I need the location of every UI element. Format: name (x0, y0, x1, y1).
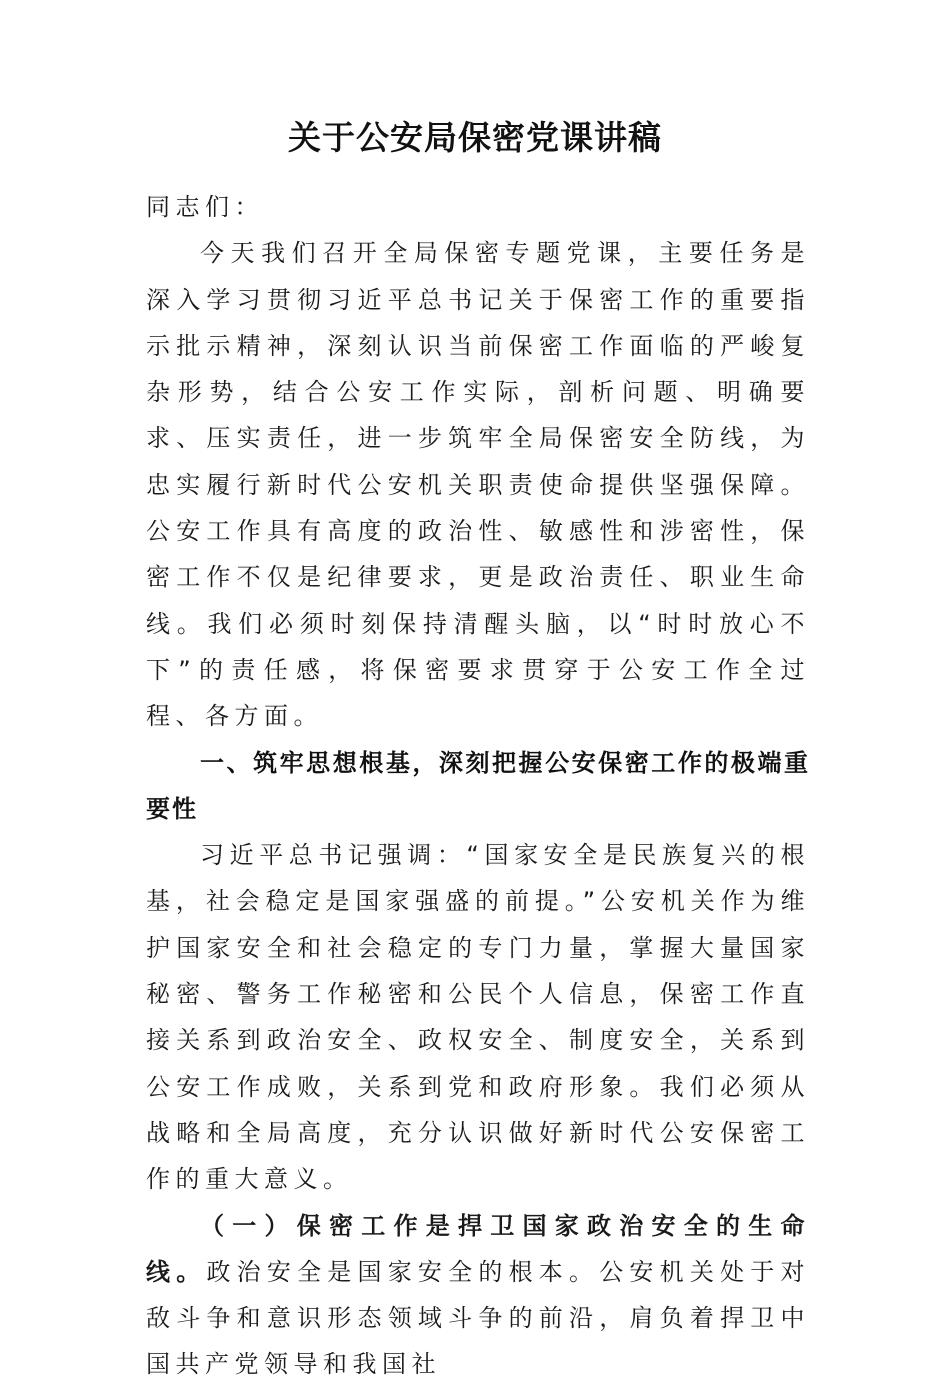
document-body (146, 184, 810, 1388)
document-title: 关于公安局保密党课讲稿 (288, 118, 662, 157)
intro-paragraph: 今天我们召开全局保密专题党课，主要任务是深入学习贯彻习近平总书记关于保密工作的重要指示批示精神，深刻认识当前保密工作面临的严峻复杂形势，结合公安工作实际，剖析问题、明确要求、压实责任，进一步筑牢全局保密安全防线，为忠实履行新时代公安机关职责使命提供坚强保障。公安工作具有高度的政治性、敏感性和涉密性，保密工作不仅是纪律要求，更是政治责任、职业生命线。我们必须时刻保持清醒头脑，以“时时放心不下”的责任感，将保密要求贯穿于公安工作全过程、各方面。 (146, 239, 810, 731)
subsection-1-paragraph (146, 1203, 810, 1388)
section-1-paragraph: 习近平总书记强调：“国家安全是民族复兴的根基，社会稳定是国家强盛的前提。”公安机关作为维护国家安全和社会稳定的专门力量，掌握大量国家秘密、警务工作秘密和公民个人信息，保密工作直接关系到政治安全、政权安全、制度安全，关系到公安工作成败，关系到党和政府形象。我们必须从战略和全局高度，充分认识做好新时代公安保密工作的重大意义。 (146, 841, 810, 1194)
section-heading-1: 一、筑牢思想根基，深刻把握公安保密工作的极端重要性 (146, 748, 810, 823)
subsection-1-body: 政治安全是国家安全的根本。公安机关处于对敌斗争和意识形态领域斗争的前沿，肩负着捍卫中国共产党领导和我国社 (146, 1257, 811, 1379)
salutation: 同志们： (146, 193, 264, 221)
subsection-1-lead: （一）保密工作是捍卫国家政治安全的生命线。 (146, 1211, 810, 1286)
